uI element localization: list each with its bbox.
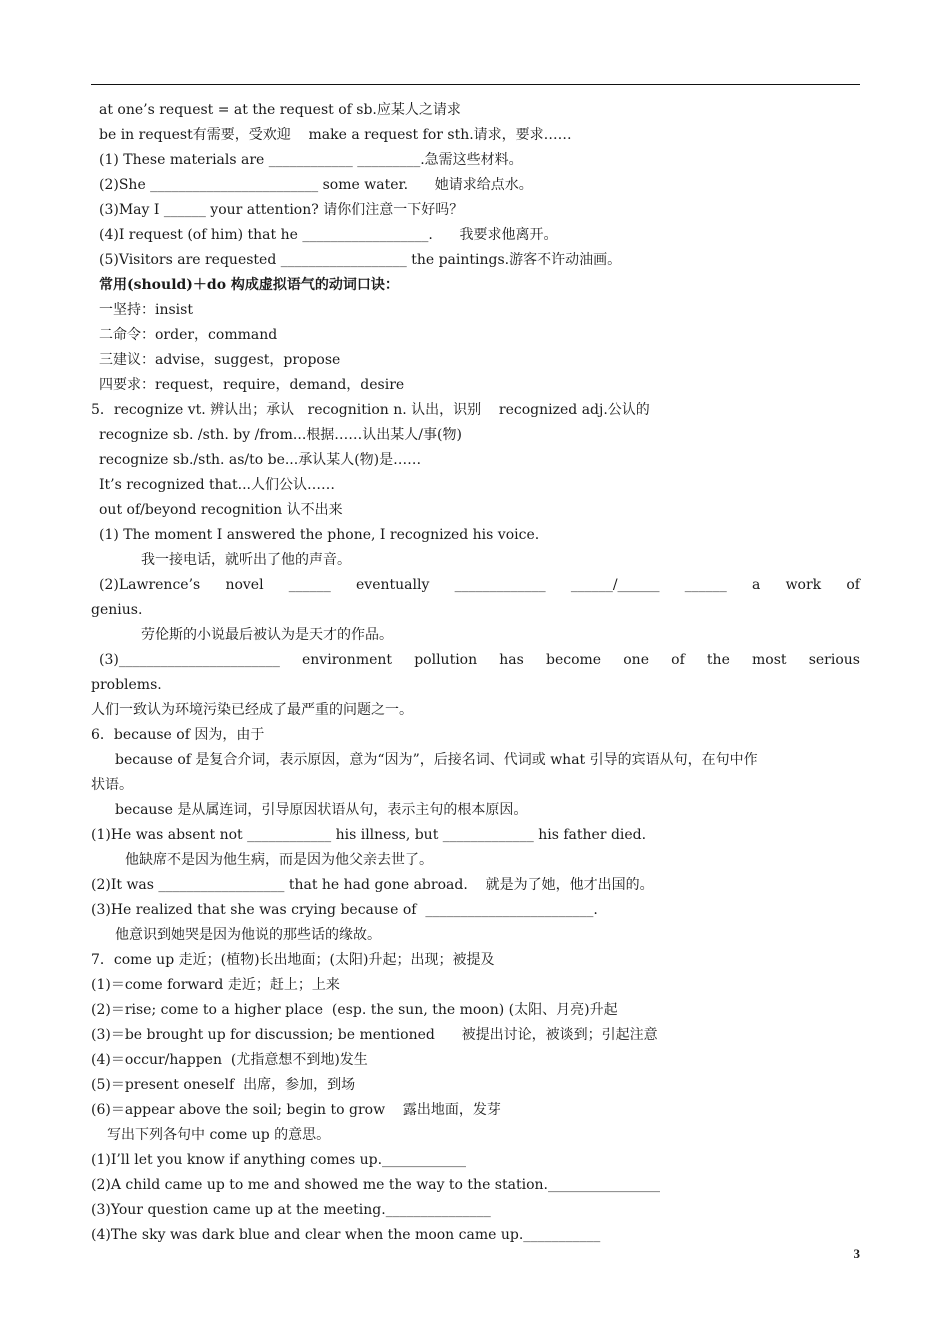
text-line: 常用(should)＋do 构成虚拟语气的动词口诀： (99, 277, 399, 293)
text-line: (3)May I ______ your attention? 请你们注意一下好吗？ (99, 202, 464, 218)
text-line: out of/beyond recognition 认不出来 (99, 502, 343, 518)
text-line: 人们一致认为环境污染已经成了最严重的问题之一。 (91, 702, 413, 718)
text-line: recognize sb./sth. as/to be...承认某人(物)是…… (99, 452, 422, 468)
text-line: (2)It was __________________ that he had gone abroad. 就是为了她，他才出国的。 (91, 877, 654, 893)
text-line: because of 是复合介词，表示原因，意为“因为”，后接名词、代词或 what 引导的宾语从句，在句中作 (115, 752, 758, 768)
text-line: (5)Visitors are requested __________________ the paintings.游客不许动油画。 (99, 252, 622, 268)
text-line: (2)She ________________________ some water. 她请求给点水。 (99, 177, 533, 193)
text-line: 我一接电话，就听出了他的声音。 (141, 552, 351, 568)
text-line: because 是从属连词，引导原因状语从句，表示主句的根本原因。 (115, 802, 528, 818)
page-number: 3 (853, 1246, 860, 1261)
text-line: (4)The sky was dark blue and clear when the moon came up.___________ (91, 1227, 601, 1243)
text-line: 7．come up 走近；(植物)长出地面；(太阳)升起；出现；被提及 (91, 952, 495, 968)
text-line: 他缺席不是因为他生病，而是因为他父亲去世了。 (125, 852, 433, 868)
text-line: It’s recognized that...人们公认…… (99, 477, 335, 493)
text-line: (3)He realized that she was crying because of ________________________. (91, 902, 598, 918)
text-line: 劳伦斯的小说最后被认为是天才的作品。 (141, 627, 393, 643)
text-line: (1) The moment I answered the phone, I recognized his voice. (99, 527, 540, 543)
text-line: (1)＝come forward 走近；赶上；上来 (91, 977, 340, 993)
text-line: 状语。 (91, 777, 133, 793)
text-line: (6)＝appear above the soil; begin to grow 露出地面，发芽 (91, 1102, 501, 1118)
text-line: (2)A child came up to me and showed me the way to the station.________________ (91, 1177, 660, 1193)
text-line: be in request有需要，受欢迎 make a request for sth.请求，要求…… (99, 127, 572, 143)
text-line: (3)＝be brought up for discussion; be mentioned 被提出讨论，被谈到；引起注意 (91, 1027, 658, 1043)
text-line: (3)_______________________ environment pollution has become one of the most serious (99, 652, 860, 668)
text-line: 四要求：request，require，demand，desire (99, 377, 405, 393)
text-line: (1)I’ll let you know if anything comes up.____________ (91, 1152, 467, 1168)
text-line: 5．recognize vt. 辨认出；承认 recognition n. 认出，识别 recognized adj.公认的 (91, 402, 650, 418)
text-line: (1) These materials are ____________ _________.急需这些材料。 (99, 152, 523, 168)
text-line: 二命令：order，command (99, 327, 278, 343)
header-rule (91, 84, 860, 85)
text-line: (4)I request (of him) that he __________________. 我要求他离开。 (99, 227, 558, 243)
text-line: (1)He was absent not ____________ his illness, but _____________ his father died. (91, 827, 647, 843)
text-line: (4)＝occur/happen (尤指意想不到地)发生 (91, 1052, 368, 1068)
text-line: (5)＝present oneself 出席，参加，到场 (91, 1077, 356, 1093)
text-line: (3)Your question came up at the meeting._______________ (91, 1202, 491, 1218)
text-line: 写出下列各句中 come up 的意思。 (107, 1127, 331, 1143)
text-line: 一坚持：insist (99, 302, 193, 318)
text-line: at one’s request = at the request of sb.应某人之请求 (99, 102, 461, 118)
text-line: problems. (91, 677, 162, 693)
text-line: genius. (91, 602, 143, 618)
text-line: 6．because of 因为，由于 (91, 727, 265, 743)
text-line: (2)＝rise; come to a higher place (esp. the sun, the moon) (太阳、月亮)升起 (91, 1002, 618, 1018)
text-line: recognize sb. /sth. by /from...根据……认出某人/事(物) (99, 427, 462, 443)
text-line: (2)Lawrence’s novel ______ eventually _____________ ______/______ ______ a work of (99, 577, 860, 593)
text-line: 三建议：advise，suggest，propose (99, 352, 341, 368)
text-line: 他意识到她哭是因为他说的那些话的缘故。 (115, 927, 381, 943)
